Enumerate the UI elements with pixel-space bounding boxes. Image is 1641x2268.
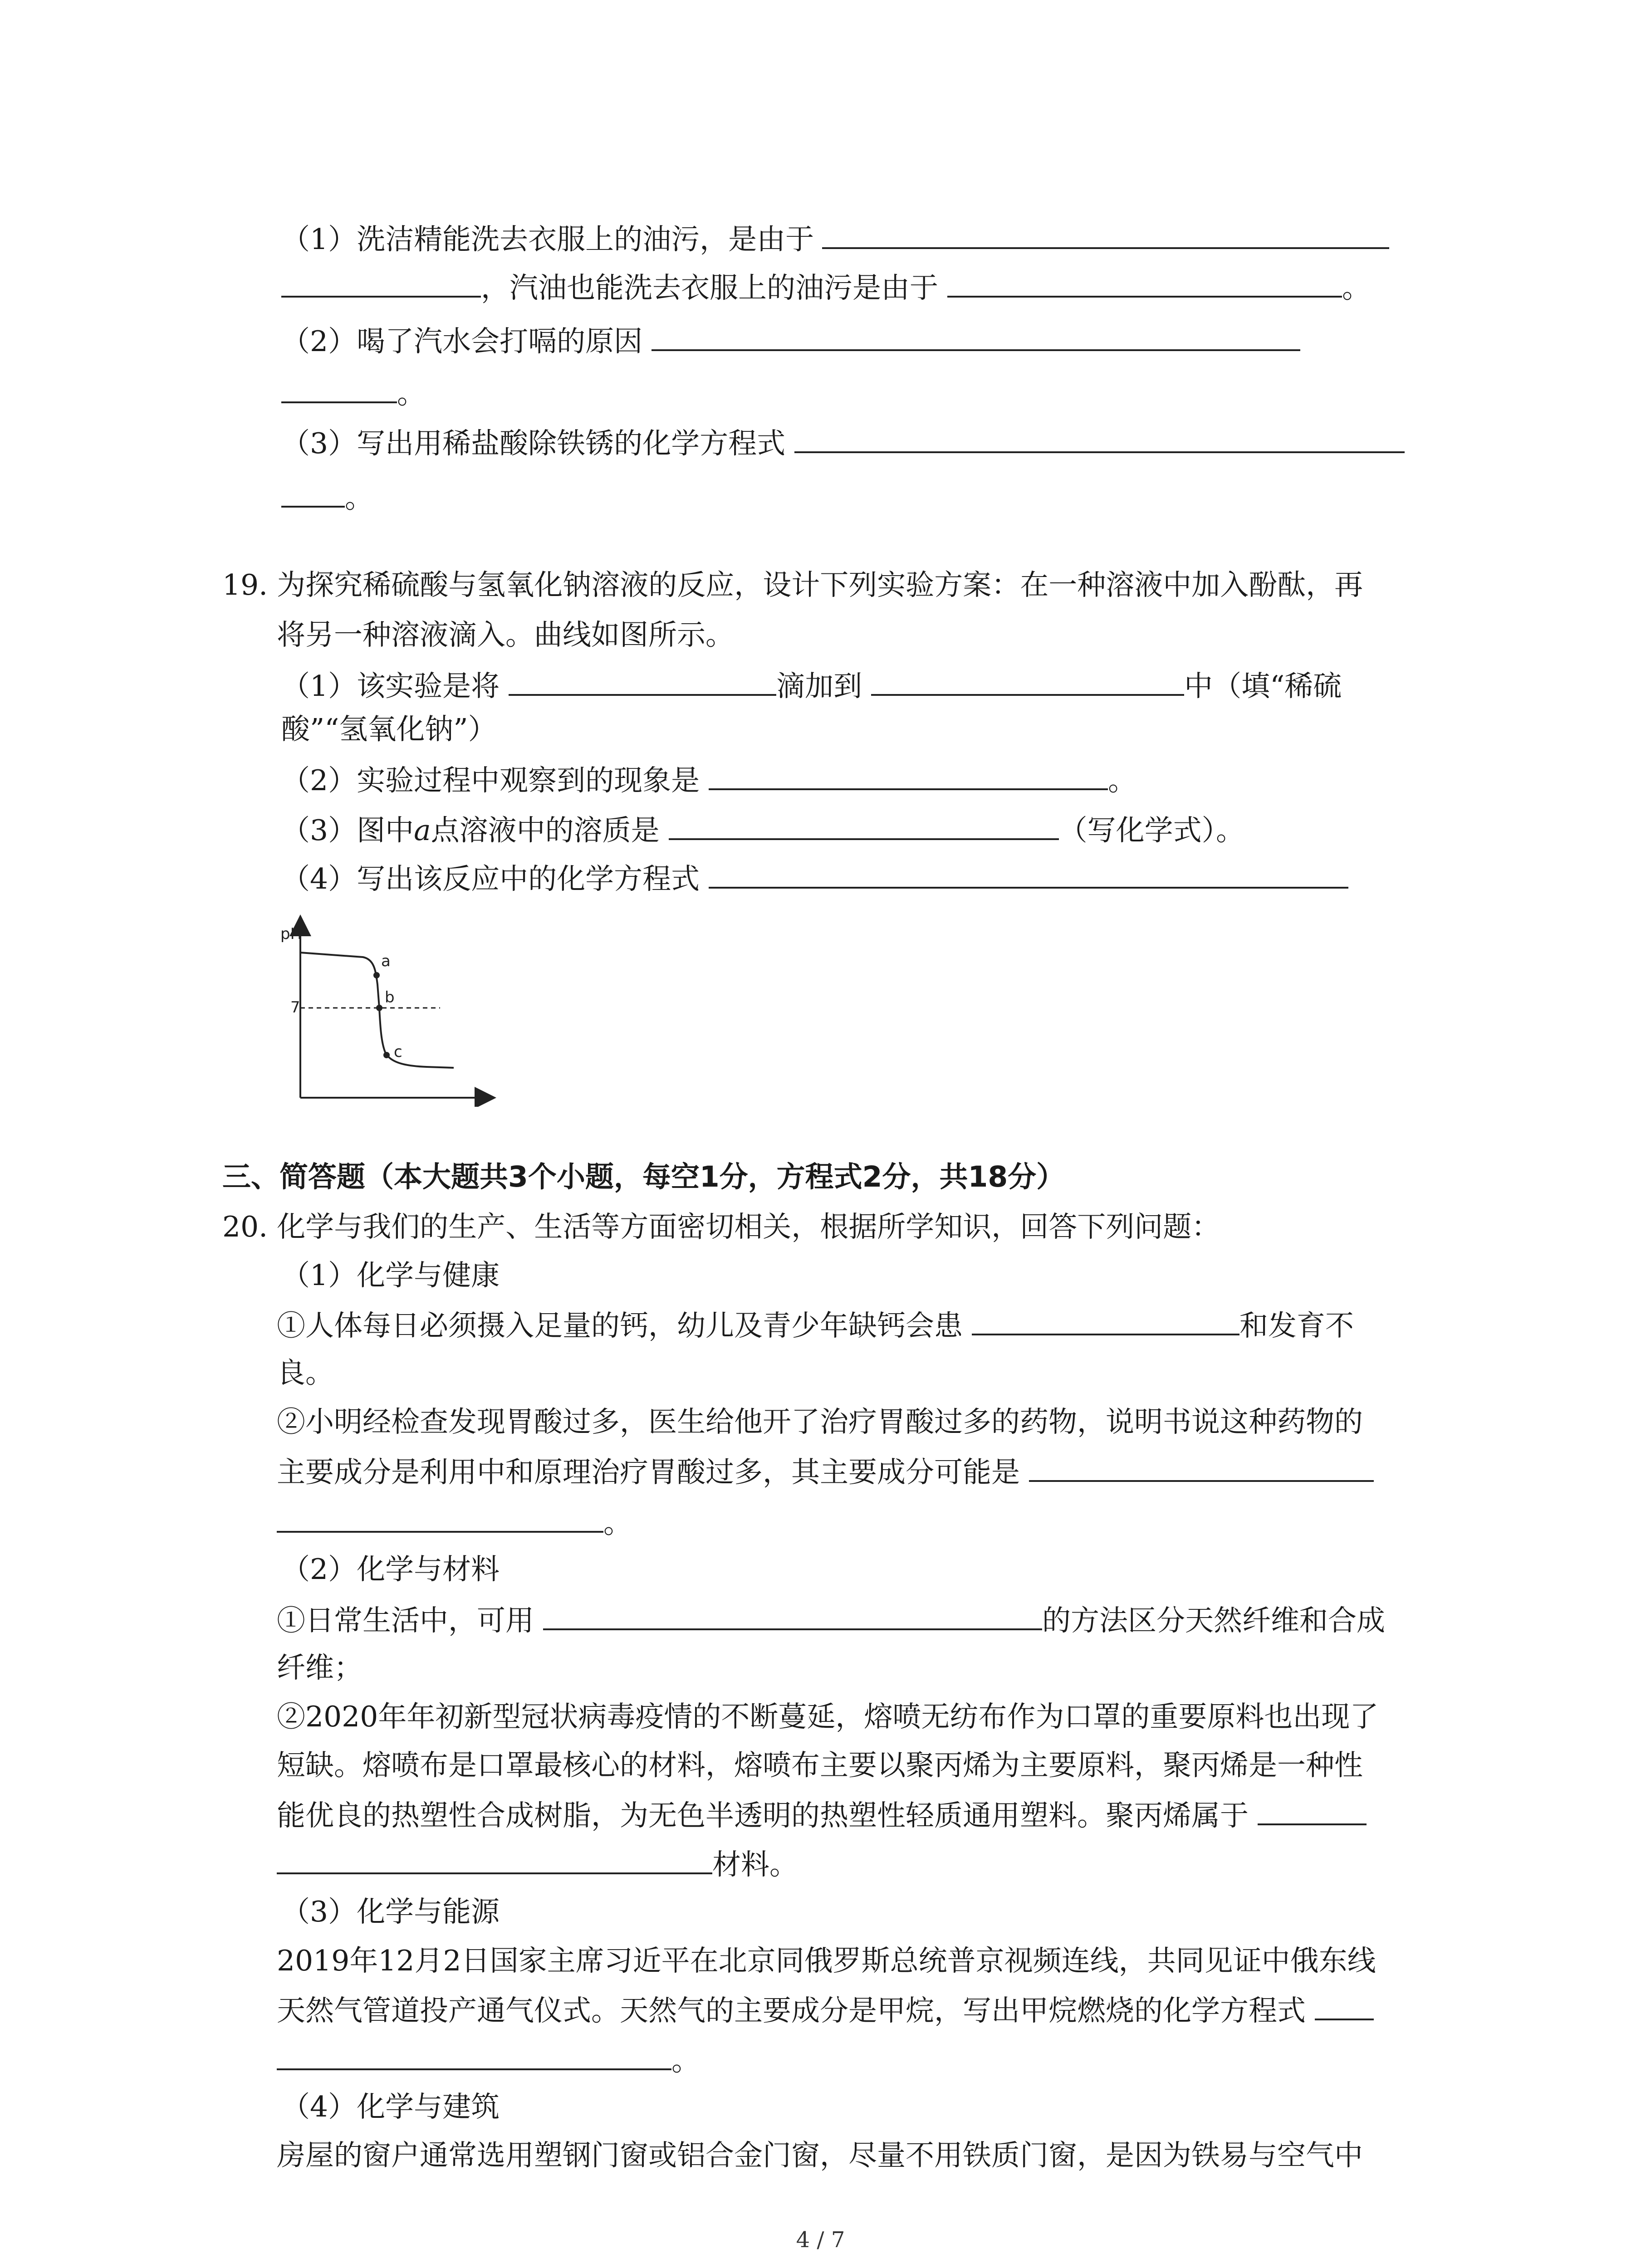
ph-curve — [300, 953, 454, 1068]
q18-part2-line2: 。 — [281, 374, 426, 411]
q20-sub2-item2-line3: 能优良的热塑性合成树脂，为无色半透明的热塑性轻质通用塑料。聚丙烯属于 — [277, 1796, 1367, 1833]
answer-blank[interactable] — [277, 1504, 603, 1533]
q19-part1-line2: 酸”“氢氧化钠”） — [281, 713, 497, 746]
page-number: 4 / 7 — [796, 2227, 845, 2253]
q18-part3-line2: 。 — [281, 479, 373, 515]
q20-sub2-item2-line2: 短缺。熔喷布是口罩最核心的材料，熔喷布主要以聚丙烯为主要原料，聚丙烯是一种性 — [277, 1749, 1363, 1782]
q19-part3: （3）图中a点溶液中的溶质是 （写化学式）。 — [281, 811, 1244, 847]
point-c — [383, 1052, 390, 1058]
q20-sub2-item1-line1: ①日常生活中，可用 的方法区分天然纤维和合成 — [277, 1601, 1385, 1637]
q18-part2-line1 — [281, 322, 1300, 358]
q20-sub1-item1-line2: 良。 — [277, 1356, 334, 1389]
answer-blank[interactable] — [1029, 1453, 1374, 1482]
q20-sub1-item1-line1: ①人体每日必须摄入足量的钙，幼儿及青少年缺钙会患 和发育不 — [277, 1306, 1354, 1343]
answer-blank[interactable] — [947, 269, 1342, 298]
q19-part1-line1: （1）该实验是将 滴加到 中（填“稀硫 — [281, 667, 1342, 703]
answer-blank[interactable] — [1315, 1991, 1374, 2020]
q20-sub1-item2-line1: ②小明经检查发现胃酸过多，医生给他开了治疗胃酸过多的药物，说明书说这种药物的 — [277, 1405, 1363, 1438]
answer-blank[interactable] — [277, 2041, 671, 2070]
answer-blank[interactable] — [794, 424, 1405, 453]
q19-part2: （2）实验过程中观察到的现象是 。 — [281, 761, 1136, 797]
point-b — [376, 1005, 382, 1011]
answer-blank[interactable] — [281, 269, 481, 298]
answer-blank[interactable] — [652, 322, 1300, 351]
q20-sub3-line1: 2019年12月2日国家主席习近平在北京同俄罗斯总统普京视频连线，共同见证中俄东线 — [277, 1944, 1376, 1977]
answer-blank[interactable] — [669, 811, 1059, 840]
q19-stem-line1: 19. 为探究稀硫酸与氢氧化钠溶液的反应，设计下列实验方案：在一种溶液中加入酚酞，再 — [222, 568, 1363, 601]
answer-blank[interactable] — [972, 1306, 1239, 1335]
q20-sub1-item2-line3: 。 — [277, 1504, 632, 1540]
q19-stem-line2: 将另一种溶液滴入。曲线如图所示。 — [277, 618, 734, 651]
q20-sub3-line3: 。 — [277, 2041, 700, 2077]
y-axis-label: pH — [280, 925, 302, 943]
q19-part4: （4）写出该反应中的化学方程式 — [281, 860, 1348, 896]
answer-blank[interactable] — [709, 860, 1348, 889]
q18-part3-text: （3）写出用稀盐酸除铁锈的化学方程式 — [281, 427, 786, 460]
q20-sub3-title: （3）化学与能源 — [281, 1895, 500, 1928]
answer-blank[interactable] — [1258, 1796, 1367, 1825]
q18-part2-text: （2）喝了汽水会打嗝的原因 — [281, 325, 643, 358]
q20-sub2-item1-line2: 纤维； — [277, 1651, 362, 1684]
q20-sub4-title: （4）化学与建筑 — [281, 2090, 500, 2123]
point-a-label: a — [381, 952, 391, 970]
point-a — [373, 972, 380, 978]
q18-part1-text: （1）洗洁精能洗去衣服上的油污，是由于 — [281, 223, 814, 256]
answer-blank[interactable] — [543, 1601, 1042, 1630]
point-b-label: b — [385, 988, 395, 1007]
answer-blank[interactable] — [281, 374, 397, 403]
q20-sub1-item2-line2: 主要成分是利用中和原理治疗胃酸过多，其主要成分可能是 — [277, 1453, 1374, 1489]
q18-part3-line1 — [281, 424, 1405, 460]
answer-blank[interactable] — [281, 479, 345, 508]
y-tick-7: 7 — [290, 998, 300, 1017]
q20-sub4-line1: 房屋的窗户通常选用塑钢门窗或铝合金门窗，尽量不用铁质门窗，是因为铁易与空气中 — [277, 2139, 1363, 2172]
q20-sub3-line2: 天然气管道投产通气仪式。天然气的主要成分是甲烷，写出甲烷燃烧的化学方程式 — [277, 1991, 1374, 2028]
ph-curve-chart — [272, 907, 499, 1107]
q18-part1-line2: ，汽油也能洗去衣服上的油污是由于 。 — [281, 269, 1371, 305]
q20-sub2-item2-line4: 材料。 — [277, 1845, 798, 1882]
q18-part1-line1 — [281, 220, 1389, 256]
point-c-label: c — [394, 1043, 402, 1061]
answer-blank[interactable] — [509, 667, 776, 696]
q20-sub2-item2-line1: ②2020年年初新型冠状病毒疫情的不断蔓延，熔喷无纺布作为口罩的重要原料也出现了 — [277, 1700, 1379, 1733]
answer-blank[interactable] — [709, 761, 1108, 790]
answer-blank[interactable] — [277, 1845, 712, 1874]
section-3-heading: 三、简答题（本大题共3个小题，每空1分，方程式2分，共18分） — [222, 1160, 1065, 1193]
q20-sub2-title: （2）化学与材料 — [281, 1553, 500, 1586]
answer-blank[interactable] — [871, 667, 1184, 696]
q20-stem: 20. 化学与我们的生产、生活等方面密切相关，根据所学知识，回答下列问题： — [222, 1210, 1220, 1243]
q20-sub1-title: （1）化学与健康 — [281, 1259, 500, 1292]
q18-part1-text2: ，汽油也能洗去衣服上的油污是由于 — [481, 271, 938, 304]
answer-blank[interactable] — [822, 220, 1389, 249]
